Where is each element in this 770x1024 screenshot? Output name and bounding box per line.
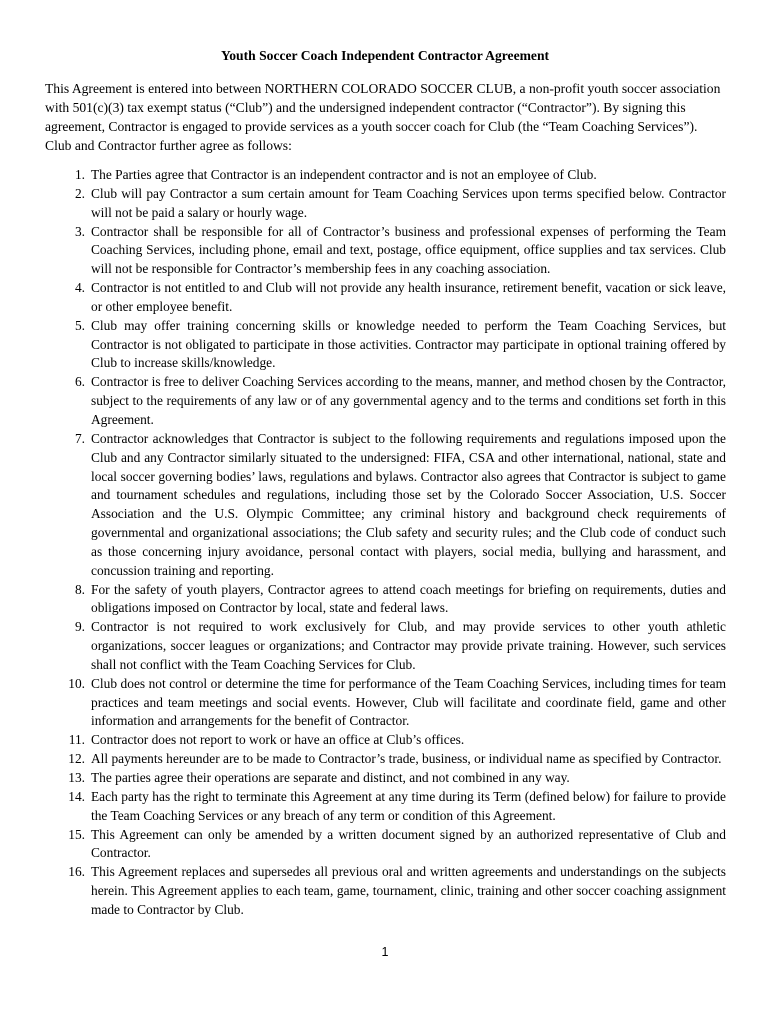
clause-number: 2. <box>74 185 85 201</box>
clause-item <box>45 618 726 675</box>
clause-number: 8. <box>74 581 85 597</box>
clause-text: Club may offer training concerning skills or knowledge needed to perform the Team Coaching Services, but Contractor is not obligated to participate in those activities. Contractor may participate in optional training offered by Club to increase skills/knowledge. <box>91 317 726 371</box>
clause-text: All payments hereunder are to be made to Contractor’s trade, business, or individual name as specified by Contractor. <box>91 751 722 767</box>
clause-text: Contractor acknowledges that Contractor is subject to the following requirements and regulations imposed upon the Club and any Contractor similarly situated to the undersigned: FIFA, CSA and other international, national, state and local soccer governing bodies’ laws, regulations and bylaws. Contractor also agrees that Contractor is subject to game and tournament schedules and regulations, including those set by the Colorado Soccer Association, U.S. Soccer Association and the U.S. Olympic Committee; any criminal history and background check requirements of governmental and organizational associations; the Club safety and security rules; and the Club code of conduct such as those concerning injury avoidance, personal contact with players, social media, bullying and harassment, and concussion training and reporting. <box>91 430 726 578</box>
clause-text: This Agreement replaces and supersedes all previous oral and written agreements and understandings on the subjects herein. This Agreement applies to each team, game, tournament, clinic, training and other soccer coaching assignment made to Contractor by Club. <box>91 864 726 917</box>
clause-item <box>45 731 726 750</box>
clause-item <box>45 581 726 619</box>
clause-number: 9. <box>74 619 85 635</box>
clause-list <box>45 166 726 920</box>
clause-number: 6. <box>74 374 85 390</box>
clause-item <box>45 166 726 185</box>
clause-text: Club does not control or determine the time for performance of the Team Coaching Services, including times for team practices and team meetings and social events. However, Club will facilitate and coordinate field, game and other information and arrangements for the benefit of Contractor. <box>91 675 726 729</box>
page-number: 1 <box>381 945 389 959</box>
clause-number: 4. <box>74 280 85 296</box>
clause-item <box>45 750 726 769</box>
clause-item <box>45 185 726 223</box>
clause-item <box>45 675 726 732</box>
clause-number: 16. <box>68 864 85 880</box>
clause-number: 14. <box>68 788 85 804</box>
clause-text: The Parties agree that Contractor is an independent contractor and is not an employee of Club. <box>91 167 597 182</box>
clause-text: Club will pay Contractor a sum certain amount for Team Coaching Services upon terms specified below. Contractor will not be paid a salary or hourly wage. <box>91 185 726 220</box>
clause-item <box>45 788 726 826</box>
clause-number: 12. <box>68 751 85 767</box>
clause-text: For the safety of youth players, Contractor agrees to attend coach meetings for briefing on requirements, duties and obligations imposed on Contractor by local, state and federal laws. <box>91 581 726 616</box>
clause-item <box>45 279 726 317</box>
clause-text: Contractor does not report to work or have an office at Club’s offices. <box>91 732 465 748</box>
clause-item <box>45 430 726 581</box>
clause-number: 3. <box>74 223 85 239</box>
clause-text: The parties agree their operations are separate and distinct, and not combined in any way. <box>91 770 570 785</box>
intro-paragraph: This Agreement is entered into between NORTHERN COLORADO SOCCER CLUB, a non-profit youth soccer association with 501(c)(3) tax exempt status (“Club”) and the undersigned independent contractor (“Contractor”). By signing this agreement, Contractor is engaged to provide services as a youth soccer coach for Club (the “Team Coaching Services”). Club and Contractor further agree as follows: <box>45 81 721 153</box>
clause-number: 5. <box>74 317 85 333</box>
clause-text: Contractor shall be responsible for all of Contractor’s business and professional expenses of performing the Team Coaching Services, including phone, email and text, postage, office equipment, office supplies and tax services. Club will not be responsible for Contractor’s membership fees in any coaching association. <box>91 223 726 277</box>
clause-number: 10. <box>68 675 85 691</box>
clause-text: Each party has the right to terminate this Agreement at any time during its Term (defined below) for failure to provide the Team Coaching Services or any breach of any term or condition of this Agreement. <box>91 788 726 823</box>
document-title: Youth Soccer Coach Independent Contractor Agreement <box>220 48 550 63</box>
clause-number: 15. <box>68 826 85 842</box>
clause-text: Contractor is free to deliver Coaching Services according to the means, manner, and method chosen by the Contractor, subject to the requirements of any law or of any governmental agency and to the terms and conditions set forth in this Agreement. <box>91 374 726 427</box>
clause-item <box>45 826 726 864</box>
clause-number: 7. <box>74 430 85 446</box>
clause-item <box>45 223 726 280</box>
clause-number: 11. <box>68 732 85 748</box>
clause-text: Contractor is not entitled to and Club will not provide any health insurance, retirement benefit, vacation or sick leave, or other employee benefit. <box>91 280 726 314</box>
clause-item <box>45 863 726 920</box>
clause-text: This Agreement can only be amended by a written document signed by an authorized representative of Club and Contractor. <box>91 826 726 861</box>
clause-item <box>45 769 726 788</box>
clause-item <box>45 317 726 374</box>
clause-number: 1. <box>74 167 85 182</box>
clause-text: Contractor is not required to work exclusively for Club, and may provide services to other youth athletic organizations, soccer leagues or organizations; and Contractor may provide private training. However, such services shall not conflict with the Team Coaching Services for Club. <box>91 619 726 672</box>
clause-item <box>45 373 726 430</box>
clause-number: 13. <box>68 770 85 785</box>
